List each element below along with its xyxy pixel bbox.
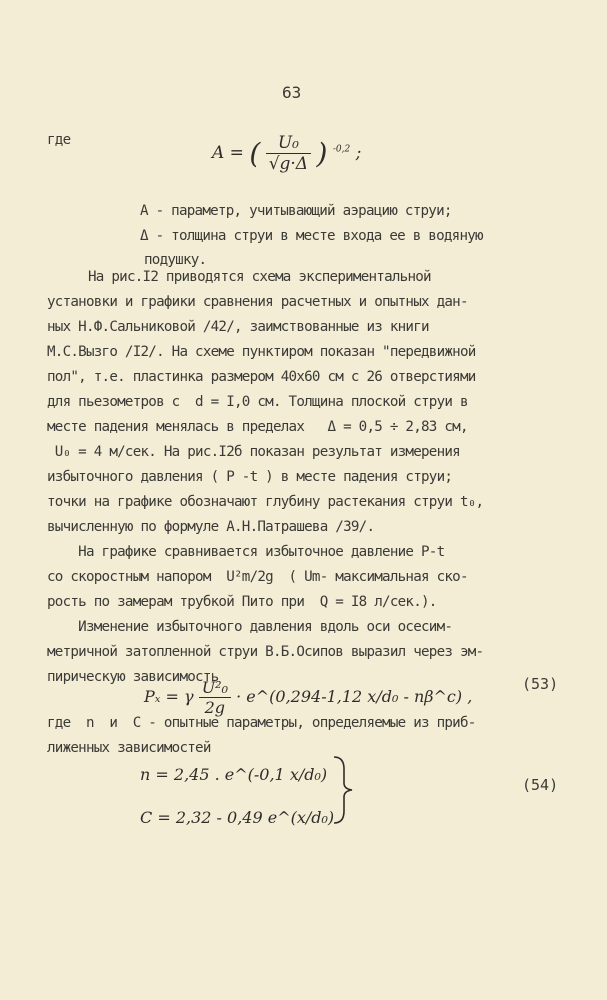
paragraph3-line-3: пирическую зависимость	[47, 669, 219, 685]
word-gde: где	[47, 132, 71, 148]
page-number: 63	[282, 83, 302, 102]
formula-A: A = ( $\frac{\text{U₀}}{√g\cdot\Delta}$ ) $^{-0,2}$ ;	[212, 133, 362, 174]
formula-53-lhs: Pₓ = γ	[144, 687, 194, 706]
paragraph1-line-7: месте падения менялась в пределах Δ = 0,5 ÷ 2,83 см,	[47, 419, 468, 435]
formula-53-denominator: 2g	[199, 697, 231, 717]
paragraph1-line-8: U₀ = 4 м/сек. На рис.I2б показан результат измерения	[47, 444, 460, 460]
paragraph1-line-2: установки и графики сравнения расчетных и опытных дан-	[47, 294, 468, 310]
equation-54-label: (54)	[522, 776, 559, 794]
paragraph2-line-3: рость по замерам трубкой Пито при Q = I8 л/сек.).	[47, 594, 437, 610]
formula-A-denominator: √g·Δ	[266, 153, 311, 174]
brace-icon	[330, 755, 360, 825]
paragraph1-line-1: На рис.I2 приводятся схема экспериментальной	[88, 269, 431, 285]
formula-A-numerator: U₀	[277, 133, 299, 153]
formula-54-c: C = 2,32 - 0,49 e^(x/d₀)	[140, 808, 335, 827]
formula-53-numerator: U²₀	[201, 678, 228, 697]
paragraph3-line-2: метричной затопленной струи В.Б.Осипов выразил через эм-	[47, 644, 484, 660]
line-after-gde: лиженных зависимостей	[47, 740, 211, 756]
gde-line: где n и C - опытные параметры, определяемые из приб-	[47, 715, 476, 731]
paragraph1-line-9: избыточного давления ( P -t ) в месте падения струи;	[47, 469, 453, 485]
formula-54-n: n = 2,45 . e^(-0,1 x/d₀)	[140, 765, 328, 784]
paragraph1-line-3: ных Н.Ф.Сальниковой /42/, заимствованные из книги	[47, 319, 429, 335]
formula-A-lhs: A =	[212, 143, 244, 163]
paragraph1-line-4: М.С.Вызго /I2/. На схеме пунктиром показан "передвижной	[47, 344, 476, 360]
paragraph1-line-6: для пьезометров с d = I,0 см. Толщина плоской струи в	[47, 394, 468, 410]
formula-A-exponent: -0,2	[332, 144, 351, 155]
formula-53-tail: ,	[467, 687, 473, 706]
definition-A: A - параметр, учитывающий аэрацию струи;	[140, 203, 452, 219]
paragraph1-line-5: пол", т.е. пластинка размером 40х60 см с 26 отверстиями	[47, 369, 476, 385]
paragraph2-line-2: со скоростным напором U²m/2g ( Um- максимальная ско-	[47, 569, 468, 585]
formula-53-fraction	[199, 678, 231, 717]
paragraph1-line-10: точки на графике обозначают глубину растекания струи t₀,	[47, 494, 484, 510]
formula-A-tail: ;	[355, 143, 362, 163]
formula-53-exp: · e^(0,294-1,12 x/d₀ - nβ^c)	[236, 687, 463, 706]
paragraph1-line-11: вычисленную по формуле А.Н.Патрашева /39/.	[47, 519, 375, 535]
equation-53-label: (53)	[522, 675, 559, 693]
paragraph2-line-1: На графике сравнивается избыточное давление P-t	[47, 544, 445, 560]
formula-53	[144, 678, 472, 717]
definition-delta-cont: подушку.	[144, 252, 207, 268]
definition-delta: Δ - толщина струи в месте входа ее в водяную	[140, 228, 483, 244]
paragraph3-line-1: Изменение избыточного давления вдоль оси осесим-	[47, 619, 453, 635]
formula-A-fraction	[266, 133, 311, 174]
